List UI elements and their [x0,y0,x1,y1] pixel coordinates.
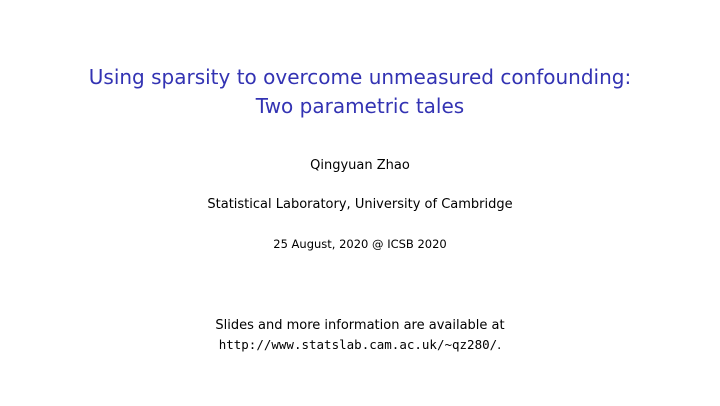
slides-url-line [0,336,720,355]
slides-url-link[interactable]: http://www.statslab.cam.ac.uk/~qz280/ [218,337,498,352]
slides-note: Slides and more information are available at [215,318,505,333]
institute: Statistical Laboratory, University of Cambridge [207,197,513,212]
slide-title-line-2: Two parametric tales [255,94,465,118]
date-event: 25 August, 2020 @ ICSB 2020 [273,237,447,251]
slides-url-suffix: . [497,338,502,353]
author-name: Qingyuan Zhao [310,158,410,173]
slide-title-line-1: Using sparsity to overcome unmeasured confounding: [88,65,632,89]
